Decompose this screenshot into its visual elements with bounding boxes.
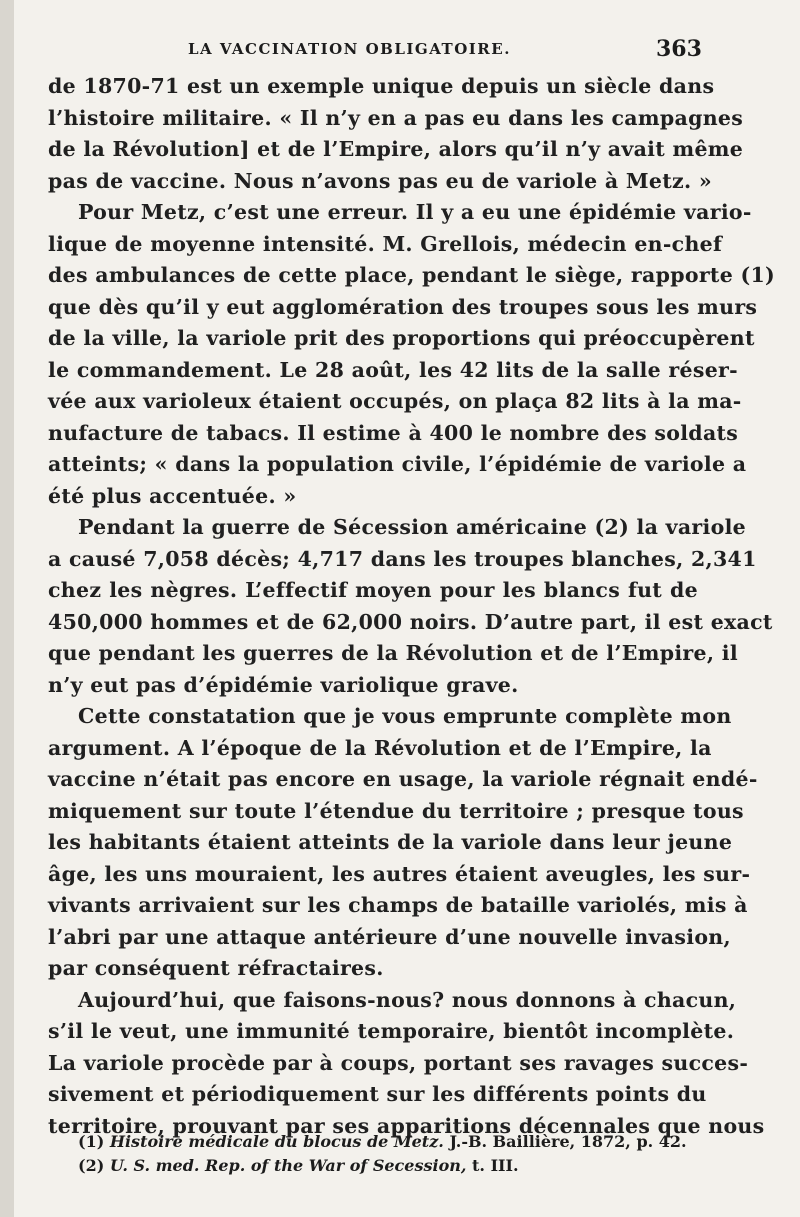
- text-line: vaccine n’était pas encore en usage, la variole régnait endé-: [48, 767, 758, 791]
- text-line: vivants arrivaient sur les champs de bataille variolés, mis à: [48, 893, 748, 917]
- text-line: de la ville, la variole prit des proportions qui préoccupèrent: [48, 326, 755, 350]
- text-line: les habitants étaient atteints de la variole dans leur jeune: [48, 830, 733, 854]
- text-line: été plus accentuée. »: [48, 483, 297, 508]
- text-line: Pour Metz, c’est une erreur. Il y a eu une épidémie vario-: [78, 200, 752, 224]
- footnote-marker: (1): [78, 1132, 105, 1151]
- text-line: vée aux varioleux étaient occupés, on plaça 82 lits à la ma-: [48, 389, 742, 413]
- footnote-marker: (2): [78, 1156, 105, 1175]
- text-line: La variole procède par à coups, portant ses ravages succes-: [48, 1050, 749, 1075]
- text-line: chez les nègres. L’effectif moyen pour les blancs fut de: [48, 578, 698, 602]
- text-line: Aujourd’hui, que faisons-nous? nous donnons à chacun,: [78, 987, 737, 1012]
- text-line: que dès qu’il y eut agglomération des troupes sous les murs: [48, 294, 758, 319]
- text-line: de la Révolution] et de l’Empire, alors qu’il n’y avait même: [48, 137, 744, 161]
- footnote-title: U. S. med. Rep. of the War of Secession,: [109, 1156, 467, 1175]
- text-line: sivement et périodiquement sur les différents points du: [48, 1082, 707, 1106]
- text-line: l’abri par une attaque antérieure d’une nouvelle invasion,: [48, 924, 731, 949]
- text-line: n’y eut pas d’épidémie variolique grave.: [48, 672, 519, 697]
- text-line: 450,000 hommes et de 62,000 noirs. D’autre part, il est exact: [48, 609, 773, 634]
- footnote-title: Histoire médicale du blocus de Metz.: [109, 1132, 444, 1151]
- page-header: [0, 34, 800, 64]
- text-line: argument. A l’époque de la Révolution et de l’Empire, la: [48, 735, 712, 760]
- text-line: Cette constatation que je vous emprunte complète mon: [78, 704, 732, 728]
- text-line: Pendant la guerre de Sécession américaine (2) la variole: [78, 515, 747, 539]
- text-line: âge, les uns mouraient, les autres étaient aveugles, les sur-: [48, 861, 751, 886]
- footnote-reference: t. III.: [472, 1156, 519, 1175]
- text-line: miquement sur toute l’étendue du territoire ; presque tous: [48, 798, 744, 823]
- text-line: lique de moyenne intensité. M. Grellois, médecin en-chef: [48, 231, 723, 256]
- text-line: des ambulances de cette place, pendant le siège, rapporte (1): [48, 263, 776, 287]
- text-line: atteints; « dans la population civile, l’épidémie de variole a: [48, 452, 747, 476]
- text-line: a causé 7,058 décès; 4,717 dans les troupes blanches, 2,341: [48, 546, 757, 571]
- text-line: le commandement. Le 28 août, les 42 lits de la salle réser-: [48, 357, 738, 382]
- text-line: s’il le veut, une immunité temporaire, bientôt incomplète.: [48, 1019, 735, 1043]
- text-line: par conséquent réfractaires.: [48, 956, 384, 980]
- text-line: l’histoire militaire. « Il n’y en a pas eu dans les campagnes: [48, 105, 744, 130]
- footnote: [78, 1130, 698, 1154]
- text-line: que pendant les guerres de la Révolution et de l’Empire, il: [48, 641, 738, 665]
- body-text: [48, 71, 776, 1142]
- text-line: nufacture de tabacs. Il estime à 400 le nombre des soldats: [48, 420, 739, 445]
- text-line: territoire, prouvant par ses apparitions décennales que nous: [48, 1113, 765, 1138]
- footnote: [78, 1154, 698, 1178]
- footnotes: [78, 1130, 698, 1178]
- footnote-reference: J.-B. Baillière, 1872, p. 42.: [449, 1132, 687, 1151]
- page-number: 363: [656, 36, 702, 62]
- text-line: de 1870-71 est un exemple unique depuis un siècle dans: [48, 74, 715, 98]
- scan-margin: [0, 0, 14, 1217]
- text-line: pas de vaccine. Nous n’avons pas eu de variole à Metz. »: [48, 168, 712, 193]
- running-title: LA VACCINATION OBLIGATOIRE.: [188, 40, 511, 58]
